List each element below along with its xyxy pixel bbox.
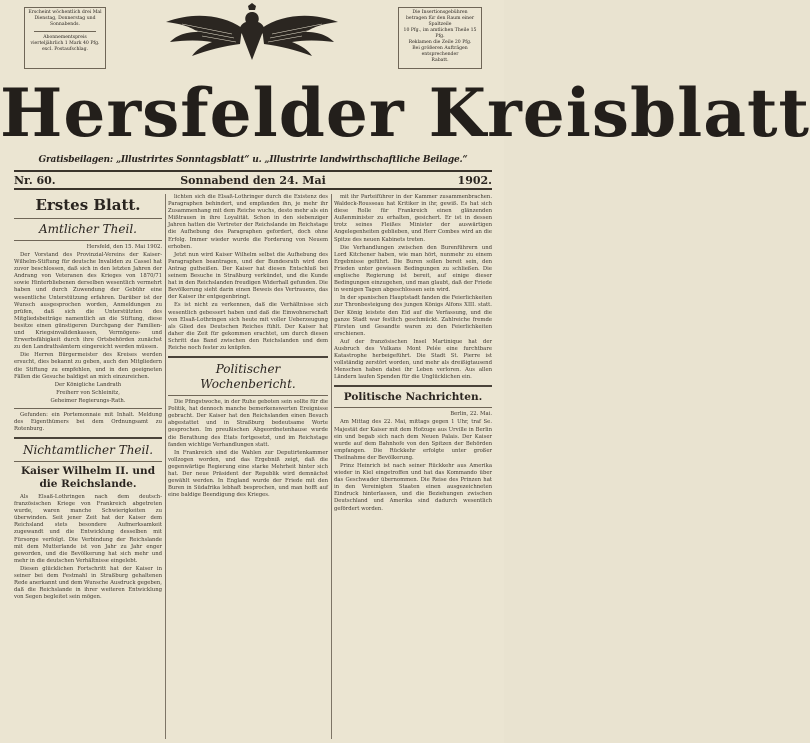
paragraph: Prinz Heinrich ist nach seiner Rückkehr aus Amerika wieder in Kiel eingetroffen und hat das Kommando über das Geschwader übernommen. Die Reise des Prinzen hat in den Vereinigten Staaten einen ausgezeichneten Eindruck hinterlassen, und die Beziehungen zwischen Deutschland und Amerika sind dadurch wesentlich gefördert worden. [334, 463, 492, 512]
section-heading: Erstes Blatt. [35, 196, 141, 214]
signature-line: Freiherr von Schleinitz, [56, 389, 120, 396]
advertising-rates-box [398, 7, 482, 69]
column-1 [14, 194, 162, 739]
paragraph: Als Elsaß-Lothringen nach dem deutsch-französischen Kriege von Frankreich abgetreten wurde, waren manche Schwierigkeiten zu überwinden. Seit jener Zeit hat der Kaiser dem Reichsland stets besondere Aufmerksamkeit zugewandt und die Entwicklung desselben mit Fürsorge verfolgt. Die Verbindung der Reichslande mit dem Mutterlande ist von Jahr zu Jahr enger geworden, und die Bevölkerung hat sich mehr und mehr in die deutschen Verhältnisse eingelebt. [14, 493, 162, 564]
article-body [168, 399, 328, 499]
paragraph: Der Vorstand des Provinzial-Vereins der Kaiser-Wilhelm-Stiftung für deutsche Invaliden zu Cassel hat zuvor beschlossen, daß sich in den letzten Jahren der Andrang von Veteranen des Krieges von 1870/71 sowie Hinterbliebenen derselben wesentlich vermehrt haben und durch Zuwendung der Gebühr eine wesentliche Unterstützung erfahren. Darüber ist der Wunsch ausgesprochen worden, Anmeldungen zu prüfen, daß sich die Unterstützten des Mitgliedsbeiträge namentlich an die Stiftung, diese besitze einen günstigeren Durchgang der Familien-und Kriegsinvalidenkassen, Vermögens- und Erwerbsfähigkeit durch ihre Ortsbehörden zunächst zu den Landrathsämtern eingereicht werden müssen. [14, 252, 162, 351]
paragraph: Jetzt nun wird Kaiser Wilhelm selbst die Aufhebung des Paragraphen beantragen, und der Bundesrath wird den Antrag gutheißen. Der Kaiser hat diesen Entschluß bei seinem Besuche in Straßburg verkündet, und die Kunde hat in den Reichslanden freudigen Widerhall gefunden. Die Bevölkerung sieht darin einen Beweis des Vertrauens, das der Kaiser ihr entgegenbringt. [168, 251, 328, 301]
article-body [14, 244, 162, 433]
info-text: Dienstag, Donnerstag und Sonnabends. [34, 16, 96, 27]
paragraph: mit ihr Parteiführer in der Kammer zusammenbrachen. Waldeck-Rousseau hat Kritiker in ihr, gewiß. Es hat sich diese Rolle für Frankreich einen glänzenden Außenminister zu erhalten, gesichert. Er ist in dessen trotz seines Fleißes Minister der auswärtigen Angelegenheiten geblieben, und Herr Combes wird an die Spitze des neuen Kabinets treten. [334, 194, 492, 243]
article-body [14, 494, 162, 601]
paragraph: Diesen glücklichen Fortschritt hat der Kaiser in seiner bei dem Festmahl in Straßburg gehaltenen Rede anerkannt und dem Wunsche Ausdruck gegeben, daß die Reichslande in ihrer weiteren Entwicklung von Segen begleitet sein mögen. [14, 565, 162, 601]
paragraph: Am Mittag des 22. Mai, mittags gegen 1 Uhr, traf Se. Majestät der Kaiser mit dem Hofzuge aus Urville in Berlin ein und begab sich nach dem Neuen Palais. Der Kaiser wurde auf dem Bahnhofe von den Spitzen der Behörden empfangen. Die Rückkehr erfolgte unter großer Theilnahme der Bevölkerung. [334, 419, 492, 461]
column-divider [331, 194, 332, 739]
issue-number: Nr. 60. [14, 174, 56, 187]
info-text: Die Insertionsgebühren [412, 10, 468, 15]
paragraph: In der spanischen Hauptstadt fanden die Feierlichkeiten zur Thronbesteigung des jungen Königs Alfons XIII. statt. Der König leistete den Eid auf die Verfassung, und die ganze Stadt war festlich geschmückt. Zahlreiche fremde Fürsten und Gesandte waren zu den Feierlichkeiten erschienen. [334, 295, 492, 337]
column-3 [334, 194, 492, 739]
signature-line: Geheimer Regierungs-Rath. [50, 397, 126, 404]
paragraph: Auf der französischen Insel Martinique hat der Ausbruch des Vulkans Mont Pelée eine furchtbare Katastrophe herbeigeführt. Die Stadt St. Pierre ist vollständig zerstört worden, und mehr als dreißigtausend Menschen haben dabei ihr Leben verloren. Aus allen Ländern laufen Spenden für die Unglücklichen ein. [334, 338, 492, 381]
subscription-info-box [24, 7, 106, 69]
paragraph: Die Verhandlungen zwischen den Burenführern und Lord Kitchener haben, wie man hört, nunmehr zu einem Ergebnisse geführt. Die Buren sollen bereit sein, den Frieden unter gewissen Bedingungen zu schließen. Die englische Regierung ist bereit, auf einige dieser Bedingungen einzugehen, und man glaubt, daß der Friede in wenigen Tagen abgeschlossen sein wird. [334, 244, 492, 294]
newspaper-title: Hersfelder Kreisblatt [0, 74, 810, 152]
info-text: Erscheint wöchentlich drei Mal [28, 10, 102, 15]
article-dateline: Hersfeld, den 15. Mai 1902. [86, 244, 162, 250]
paragraph: Die Herren Bürgermeister des Kreises werden ersucht, dies bekannt zu geben, auch den Mitgliedern die Stiftung zu empfehlen, und in den geeigneten Fällen die Gesuche baldigst an mich einzureichen. [14, 352, 162, 380]
info-text: Abonnementspreis [43, 35, 87, 40]
article-body [168, 194, 328, 352]
signature-line: Der Königliche Landrath [54, 381, 122, 388]
article-dateline: Berlin, 22. Mai. [450, 411, 492, 418]
paragraph: Es ist nicht zu verkennen, daß die Verhältnisse sich wesentlich gebessert haben und daß die Einwohnerschaft von Elsaß-Lothringen sich heute mit voller Ueberzeugung als Glied des Deutschen Reiches fühlt. Der Kaiser hat daher die Zeit für gekommen erachtet, um durch diesen Schritt das Band zwischen den Reichslanden und dem Reiche noch fester zu knüpfen. [168, 302, 328, 351]
article-body [334, 194, 492, 381]
paragraph: In Frankreich sind die Wahlen zur Deputirtenkammer vollzogen worden, und das Ergebniß zeigt, daß die gegenwärtige Regierung eine starke Mehrheit hinter sich hat. Der neue Präsident der Republik wird demnächst gewählt werden. In England wurde der Friede mit den Buren in Südafrika lebhaft besprochen, und man hofft auf eine baldige Beendigung des Krieges. [168, 449, 328, 499]
column-2 [168, 194, 328, 739]
paragraph: lichten sich die Elsaß-Lothringer durch die Existenz des Paragraphen behindert, und empfanden ihn, je mehr ihr Zusammenhang mit dem Reiche wuchs, desto mehr als ein Mißtrauen in ihre Loyalität. Schon in den siebenziger Jahren hatten die Vertreter der Reichslande im Reichstage die Aufhebung des Paragraphen gefordert, doch ohne Erfolg. Immer wieder wurde die Forderung von Neuem erhoben. [168, 194, 328, 250]
section-heading: Politischer Wochenbericht. [200, 362, 296, 392]
issue-dateline [14, 170, 492, 190]
issue-date: Sonnabend den 24. Mai [180, 174, 326, 187]
info-text: 10 Pfg., im amtlichen Theile 15 Pfg. [403, 28, 477, 39]
article-body [334, 411, 492, 512]
info-text: Bei größeren Aufträgen entsprechender [412, 46, 468, 57]
section-heading: Amtlicher Theil. [39, 222, 137, 236]
paragraph: Die Pfingstwoche, in der Ruhe geboten sein sollte für die Politik, hat dennoch manche bemerkenswerten Ereignisse gebracht. Der Kaiser hat den Reichslanden einen Besuch abgestattet und in Straßburg bedeutsame Worte gesprochen. Im preußischen Abgeordnetenhause wurde die Berathung des Etats fortgesetzt, und im Reichstage fanden wichtige Verhandlungen statt. [168, 399, 328, 448]
article-headline: Kaiser Wilhelm II. und die Reichslande. [20, 464, 156, 490]
info-text: Rabatt. [431, 58, 449, 63]
eagle-emblem-icon [162, 4, 342, 66]
info-text: betragen für den Raum einer Spaltzeile [405, 16, 475, 27]
paragraph: Gefunden: ein Portemonnaie mit Inhalt. Meldung des Eigenthümers bei dem Ordnungsamt zu Rotenburg. [14, 411, 162, 432]
info-text: vierteljährlich 1 Mark 40 Pfg. [30, 41, 100, 46]
issue-year: 1902. [457, 174, 492, 187]
info-text: Reklamen die Zeile 20 Pfg. [408, 40, 472, 45]
section-heading: Politische Nachrichten. [343, 391, 483, 404]
column-divider [165, 194, 166, 739]
section-heading: Nichtamtlicher Theil. [22, 442, 154, 457]
supplements-line: Gratisbeilagen: „Illustrirtes Sonntagsblatt“ u. „Illustrirte landwirthschaftliche Beilage.“ [38, 155, 468, 165]
info-text: excl. Postaufschlag. [41, 47, 89, 52]
